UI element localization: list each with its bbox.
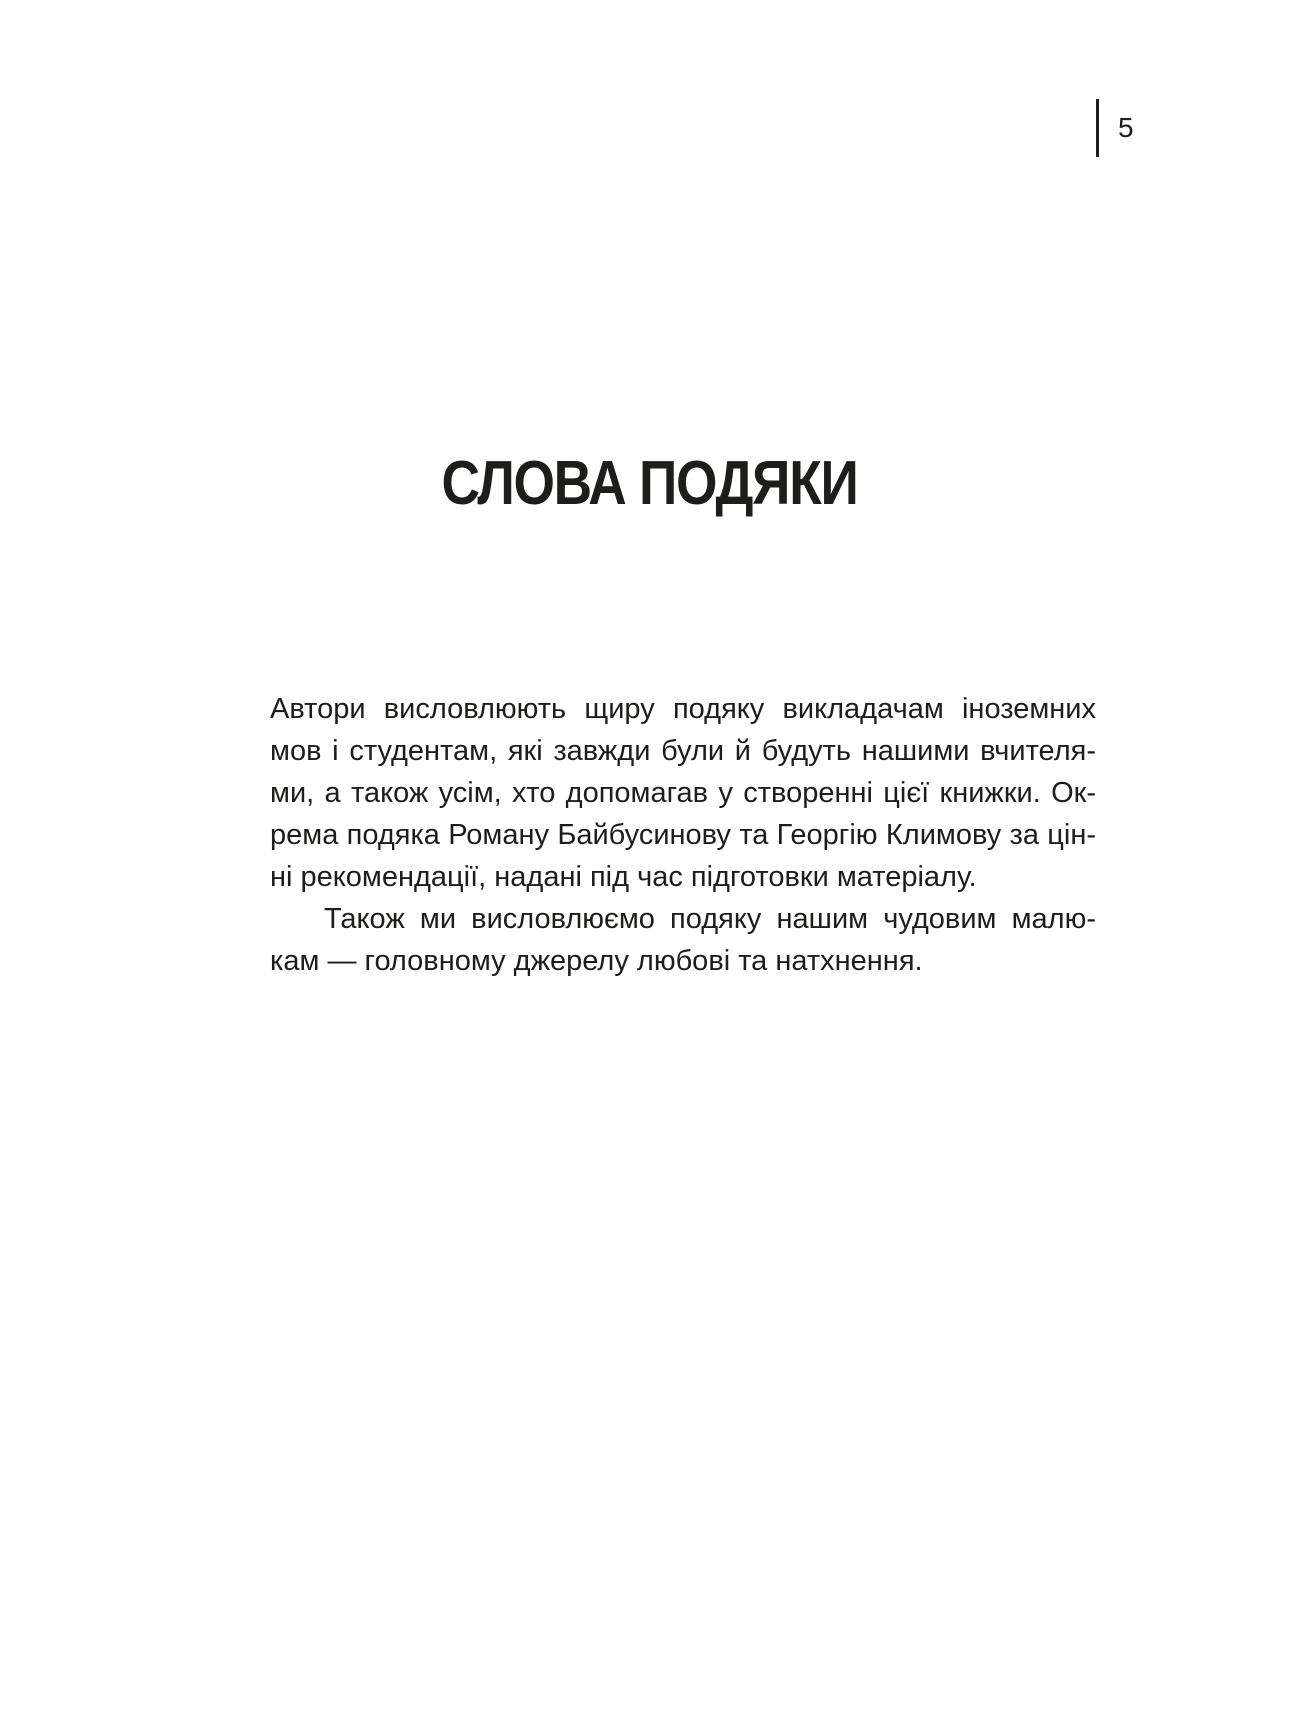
paragraph-2	[270, 898, 1096, 982]
text-line: Автори висловлюють щиру подяку викладачам іноземних	[270, 693, 1096, 725]
page-number-divider	[1096, 99, 1099, 157]
page-title: СЛОВА ПОДЯКИ	[441, 449, 858, 518]
text-line: ми, а також усім, хто допомагав у створенні цієї книжки. Ок-	[270, 777, 1096, 809]
page-number: 5	[1118, 112, 1134, 143]
text-line: кам — головному джерелу любові та натхнення.	[270, 945, 923, 977]
text-line: рема подяка Роману Байбусинову та Георгію Климову за цін-	[270, 819, 1096, 851]
text-line: Також ми висловлюємо подяку нашим чудовим малю-	[324, 903, 1096, 935]
text-line: мов і студентам, які завжди були й будуть нашими вчителя-	[270, 735, 1096, 767]
paragraph-1	[270, 688, 1096, 898]
acknowledgements-text	[270, 688, 1096, 982]
text-line: ні рекомендації, надані під час підготовки матеріалу.	[270, 861, 977, 893]
